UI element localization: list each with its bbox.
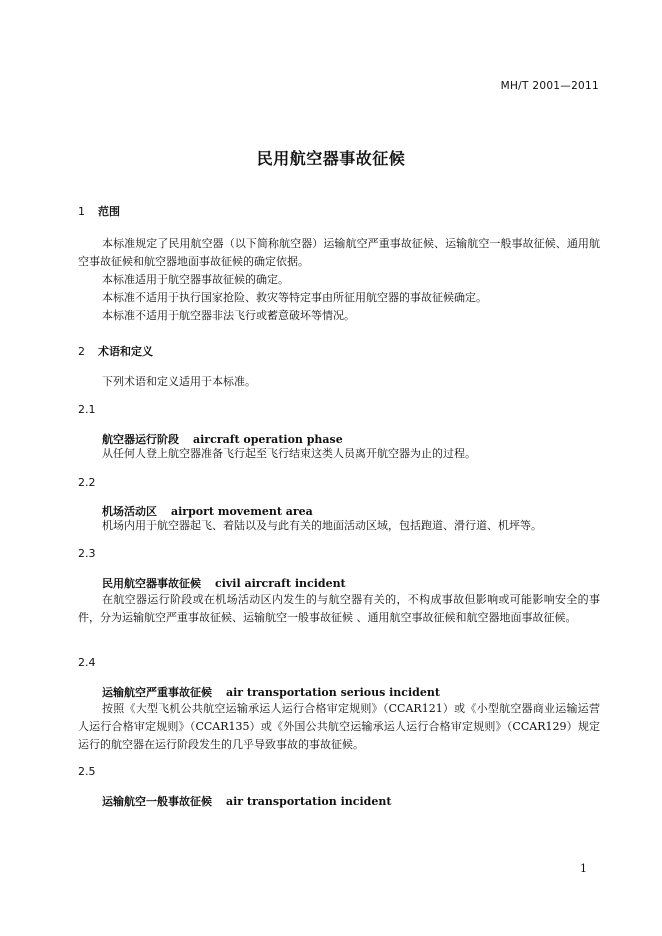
section-2-intro: 下列术语和定义适用于本标准。 — [102, 375, 256, 388]
section-1-title: 范围 — [98, 205, 120, 218]
term-definition: 机场内用于航空器起飞、着陆以及与此有关的地面活动区域，包括跑道、滑行道、机坪等。 — [102, 519, 542, 532]
standard-number: MH/T 2001—2011 — [500, 80, 599, 92]
term-en: aircraft operation phase — [193, 433, 343, 446]
term-cn: 运输航空严重事故征候 — [102, 686, 212, 699]
term-heading — [102, 793, 391, 809]
term-number: 2.1 — [78, 403, 96, 416]
term-definition: 按照《大型飞机公共航空运输承运人运行合格审定规则》（CCAR121）或《小型航空器商业运输运营人运行合格审定规则》（CCAR135）或《外国公共航空运输承运人运行合格审定规则》（CCAR129）规定运行的航空器在运行阶段发生的几乎导致事故的事故征候。 — [78, 702, 600, 751]
term-number: 2.2 — [78, 476, 96, 489]
term-definition: 从任何人登上航空器准备飞行起至飞行结束这类人员离开航空器为止的过程。 — [102, 447, 476, 460]
term-cn: 机场活动区 — [102, 505, 157, 518]
term-number: 2.3 — [78, 547, 96, 560]
page-number: 1 — [580, 862, 587, 875]
section-1-heading — [78, 203, 120, 219]
term-definition: 在航空器运行阶段或在机场活动区内发生的与航空器有关的，不构成事故但影响或可能影响安全的事件，分为运输航空严重事故征候、运输航空一般事故征候 、通用航空事故征候和航空器地面事故征候。 — [78, 593, 600, 624]
term-cn: 航空器运行阶段 — [102, 433, 179, 446]
term-cn: 民用航空器事故征候 — [102, 577, 201, 590]
document-title: 民用航空器事故征候 — [256, 149, 406, 168]
section-1-paragraph-1: 本标准规定了民用航空器（以下简称航空器）运输航空严重事故征候、运输航空一般事故征候、通用航空事故征候和航空器地面事故征候的确定依据。 — [78, 237, 600, 268]
section-1-paragraph-3: 本标准不适用于执行国家抢险、救灾等特定事由所征用航空器的事故征候确定。 — [102, 291, 487, 304]
term-cn: 运输航空一般事故征候 — [102, 795, 212, 808]
section-1-paragraph-2: 本标准适用于航空器事故征候的确定。 — [102, 273, 289, 286]
term-number: 2.4 — [78, 656, 96, 669]
term-heading — [102, 575, 346, 591]
term-en: air transportation serious incident — [226, 686, 440, 699]
section-1-paragraph-4: 本标准不适用于航空器非法飞行或蓄意破坏等情况。 — [102, 309, 355, 322]
term-heading — [102, 684, 440, 700]
section-2-heading — [78, 343, 153, 359]
term-en: airport movement area — [171, 505, 313, 518]
term-en: civil aircraft incident — [215, 577, 346, 590]
section-2-number: 2 — [78, 345, 85, 358]
section-2-title: 术语和定义 — [98, 345, 153, 358]
section-1-number: 1 — [78, 205, 85, 218]
term-en: air transportation incident — [226, 795, 392, 808]
term-number: 2.5 — [78, 765, 96, 778]
